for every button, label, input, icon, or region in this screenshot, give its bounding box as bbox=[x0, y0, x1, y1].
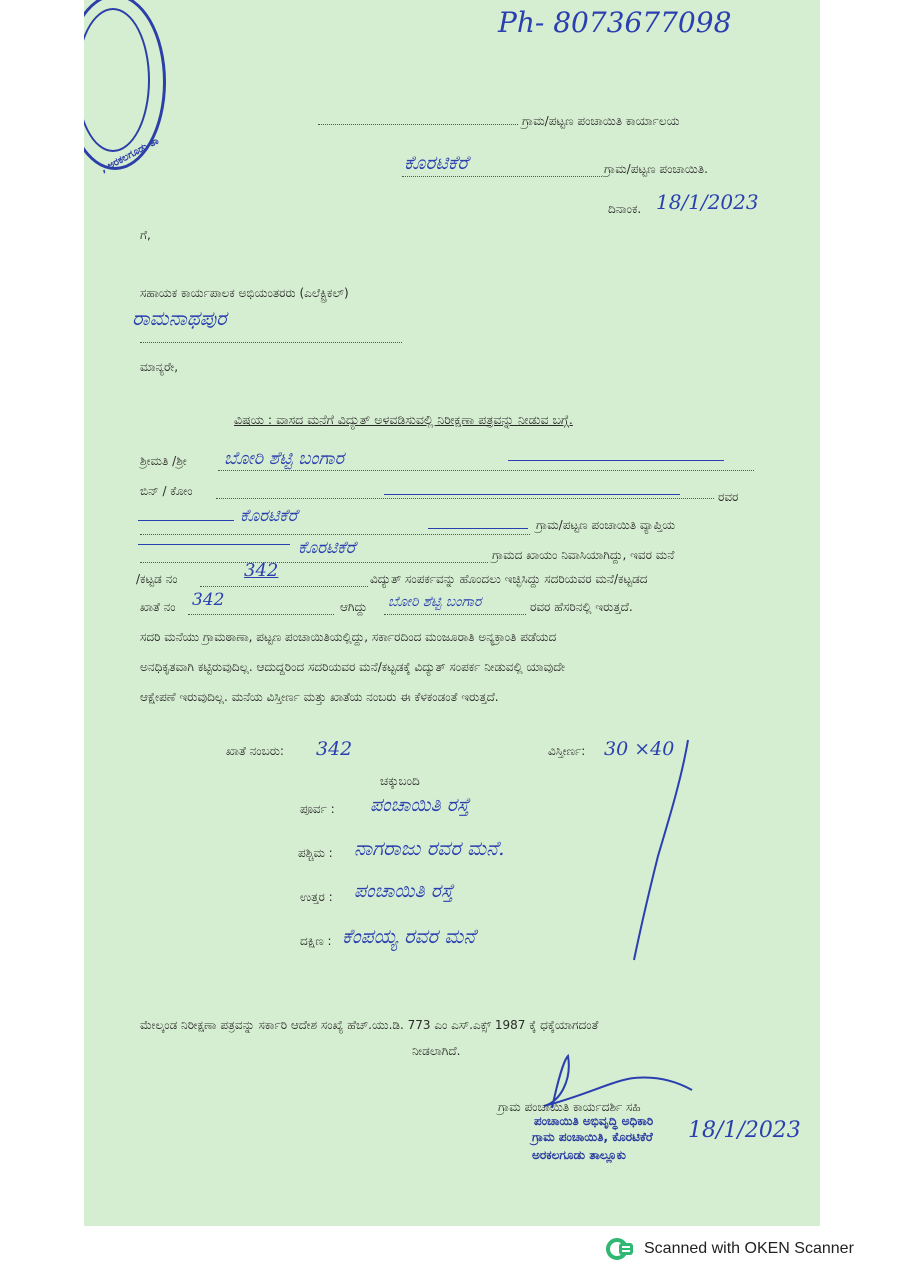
date-value: 18/1/2023 bbox=[656, 190, 759, 214]
khata-text: ಆಗಿದ್ದು bbox=[340, 600, 368, 614]
khata-no-value: 342 bbox=[316, 738, 353, 760]
seal-text: , ಅರಕಲಗೂಡು ತಾ bbox=[99, 135, 161, 176]
signature-date: 18/1/2023 bbox=[688, 1118, 801, 1143]
khata-name: ಬೋರಿ ಶೆಟ್ಟಿ ಬಂಗಾರ bbox=[388, 594, 482, 610]
date-label: ದಿನಾಂಕ. bbox=[608, 202, 642, 216]
panchayat-dotted-line bbox=[402, 176, 602, 177]
south-value: ಕೆಂಪಯ್ಯ ರವರ ಮನೆ bbox=[342, 924, 476, 948]
name-label: ಶ್ರೀಮತಿ /ಶ್ರೀ bbox=[140, 454, 187, 468]
recipient-dotted-line bbox=[140, 342, 402, 343]
resident-text: ಗ್ರಾಮದ ಖಾಯಂ ನಿವಾಸಿಯಾಗಿದ್ದು, ಇವರ ಮನೆ bbox=[492, 548, 675, 562]
office-line: ಗ್ರಾಮ/ಪಟ್ಟಣ ಪಂಚಾಯಿತಿ ಕಾರ್ಯಾಲಯ bbox=[522, 114, 680, 128]
khata-name-dotted-line bbox=[384, 614, 526, 615]
west-label: ಪಶ್ಚಿಮ : bbox=[298, 846, 333, 860]
village-value: ಕೊರಟಿಕೆರೆ bbox=[240, 506, 298, 526]
stamp-line-1: ಪಂಚಾಯಿತಿ ಅಭಿವೃದ್ಧಿ ಅಧಿಕಾರಿ bbox=[534, 1114, 654, 1128]
village-pen-line-left bbox=[138, 520, 234, 521]
name-dotted-line bbox=[218, 470, 754, 471]
boundary-title: ಚಕ್ಕುಬಂದಿ bbox=[380, 774, 420, 788]
east-value: ಪಂಚಾಯಿತಿ ರಸ್ತೆ bbox=[370, 794, 470, 816]
bin-pen-line bbox=[384, 494, 680, 495]
north-value: ಪಂಚಾಯಿತಿ ರಸ್ತೆ bbox=[354, 880, 454, 902]
building-label: /ಕಟ್ಟಡ ನಂ bbox=[136, 572, 178, 586]
panchayat-name: ಕೊರಟಿಕೆರೆ bbox=[404, 152, 469, 174]
name-pen-line bbox=[508, 460, 724, 461]
scanner-footer bbox=[606, 1238, 854, 1260]
office-dotted-line bbox=[318, 124, 518, 125]
recipient-title: ಸಹಾಯಕ ಕಾರ್ಯಪಾಲಕ ಅಭಿಯಂತರರು (ಎಲೆಕ್ಟ್ರಿಕಲ್) bbox=[140, 286, 349, 300]
area-value: 30 ×40 bbox=[604, 738, 675, 760]
khata-no-label: ಖಾತೆ ನಂಬರು: bbox=[226, 744, 284, 758]
west-value: ನಾಗರಾಜು ರವರ ಮನೆ. bbox=[354, 836, 505, 860]
paragraph-line-1: ಸದರಿ ಮನೆಯು ಗ್ರಾಮಠಾಣಾ, ಪಟ್ಟಣ ಪಂಚಾಯಿತಿಯಲ್ಲಿದ್ದು, ಸರ್ಕಾರದಿಂದ ಮಂಜೂರಾತಿ ಅನ್ಯಕ್ರಾಂತಿ ಪಡೆಯದ bbox=[140, 630, 557, 644]
ravara-label: ರವರ bbox=[718, 490, 739, 504]
salutation: ಮಾನ್ಯರೇ, bbox=[140, 360, 179, 374]
south-label: ದಕ್ಷಿಣ : bbox=[300, 934, 332, 948]
building-value: 342 bbox=[244, 560, 279, 581]
pen-stroke bbox=[604, 736, 704, 966]
oken-scanner-icon bbox=[606, 1238, 634, 1260]
building-text: ವಿದ್ಯುತ್ ಸಂಪರ್ಕವನ್ನು ಹೊಂದಲು ಇಚ್ಛಿಸಿದ್ದು ಸದರಿಯವರ ಮನೆ/ಕಟ್ಟಡದ bbox=[370, 572, 648, 586]
subject-line: ವಿಷಯ : ವಾಸದ ಮನೆಗೆ ವಿದ್ಯುತ್ ಅಳವಡಿಸುವಲ್ಲಿ ನಿರೀಕ್ಷಣಾ ಪತ್ರವನ್ನು ನೀಡುವ ಬಗ್ಗೆ. bbox=[234, 412, 573, 427]
resident-dotted-line bbox=[140, 562, 488, 563]
scanner-footer-text: Scanned with OKEN Scanner bbox=[644, 1240, 854, 1257]
north-label: ಉತ್ತರ : bbox=[300, 890, 333, 904]
panchayat-suffix: ಗ್ರಾಮ/ಪಟ್ಟಣ ಪಂಚಾಯಿತಿ. bbox=[604, 162, 708, 176]
village-suffix: ಗ್ರಾಮ/ಪಟ್ಟಣ ಪಂಚಾಯಿತಿ ವ್ಯಾಪ್ತಿಯ bbox=[536, 518, 676, 532]
resident-pen-line bbox=[138, 544, 290, 545]
khata-suffix: ರವರ ಹೆಸರಿನಲ್ಲಿ ಇರುತ್ತದೆ. bbox=[530, 600, 633, 614]
bin-dotted-line bbox=[216, 498, 714, 499]
closing-line-2: ನೀಡಲಾಗಿದೆ. bbox=[412, 1044, 461, 1058]
recipient-place: ರಾಮನಾಥಪುರ bbox=[132, 306, 227, 330]
stamp-line-2: ಗ್ರಾಮ ಪಂಚಾಯಿತಿ, ಕೊರಟಿಕೆರೆ bbox=[532, 1130, 653, 1144]
closing-line-1: ಮೇಲ್ಕಂಡ ನಿರೀಕ್ಷಣಾ ಪತ್ರವನ್ನು ಸರ್ಕಾರಿ ಆದೇಶ ಸಂಖ್ಯೆ ಹೆಚ್.ಯು.ಡಿ. 773 ಎಂ ಎಸ್.ಎಕ್ಸ್ 1987 ಕ್ಕೆ ಧಕ್ಕೆಯಾಗದಂತೆ bbox=[140, 1018, 599, 1032]
khata-label: ಖಾತೆ ನಂ bbox=[140, 600, 176, 614]
name-value: ಬೋರಿ ಶೆಟ್ಟಿ ಬಂಗಾರ bbox=[224, 448, 345, 469]
village-pen-line-right bbox=[428, 528, 528, 529]
paragraph-line-3: ಆಕ್ಷೇಪಣೆ ಇರುವುದಿಲ್ಲ. ಮನೆಯ ವಿಸ್ತೀರ್ಣ ಮತ್ತು ಖಾತೆಯ ನಂಬರು ಈ ಕೆಳಕಂಡಂತೆ ಇರುತ್ತದೆ. bbox=[140, 690, 499, 704]
khata-dotted-line bbox=[188, 614, 334, 615]
to-label: ಗೆ, bbox=[140, 228, 151, 242]
area-label: ವಿಸ್ತೀರ್ಣ: bbox=[548, 744, 586, 758]
stamp-line-3: ಅರಕಲಗೂಡು ತಾಲ್ಲೂಕು bbox=[532, 1148, 626, 1162]
document-sheet bbox=[84, 0, 820, 1226]
bin-label: ಬಿನ್ / ಕೋಂ bbox=[140, 484, 193, 498]
village-dotted-line bbox=[140, 534, 530, 535]
paragraph-line-2: ಅನಧಿಕೃತವಾಗಿ ಕಟ್ಟಿರುವುದಿಲ್ಲ. ಆದುದ್ದರಿಂದ ಸದರಿಯವರ ಮನೆ/ಕಟ್ಟಡಕ್ಕೆ ವಿದ್ಯುತ್ ಸಂಪರ್ಕ ನೀಡುವಲ್ಲಿ ಯಾವುದೇ bbox=[140, 660, 565, 674]
signatory-designation: ಗ್ರಾಮ ಪಂಚಾಯಿತಿ ಕಾರ್ಯದರ್ಶಿ ಸಹಿ bbox=[498, 1100, 641, 1114]
phone-number: Ph- 8073677098 bbox=[498, 6, 732, 39]
east-label: ಪೂರ್ವ : bbox=[300, 802, 335, 816]
village-value-2: ಕೊರಟಿಕೆರೆ bbox=[298, 538, 356, 558]
building-dotted-line bbox=[200, 586, 368, 587]
khata-value: 342 bbox=[192, 590, 225, 610]
